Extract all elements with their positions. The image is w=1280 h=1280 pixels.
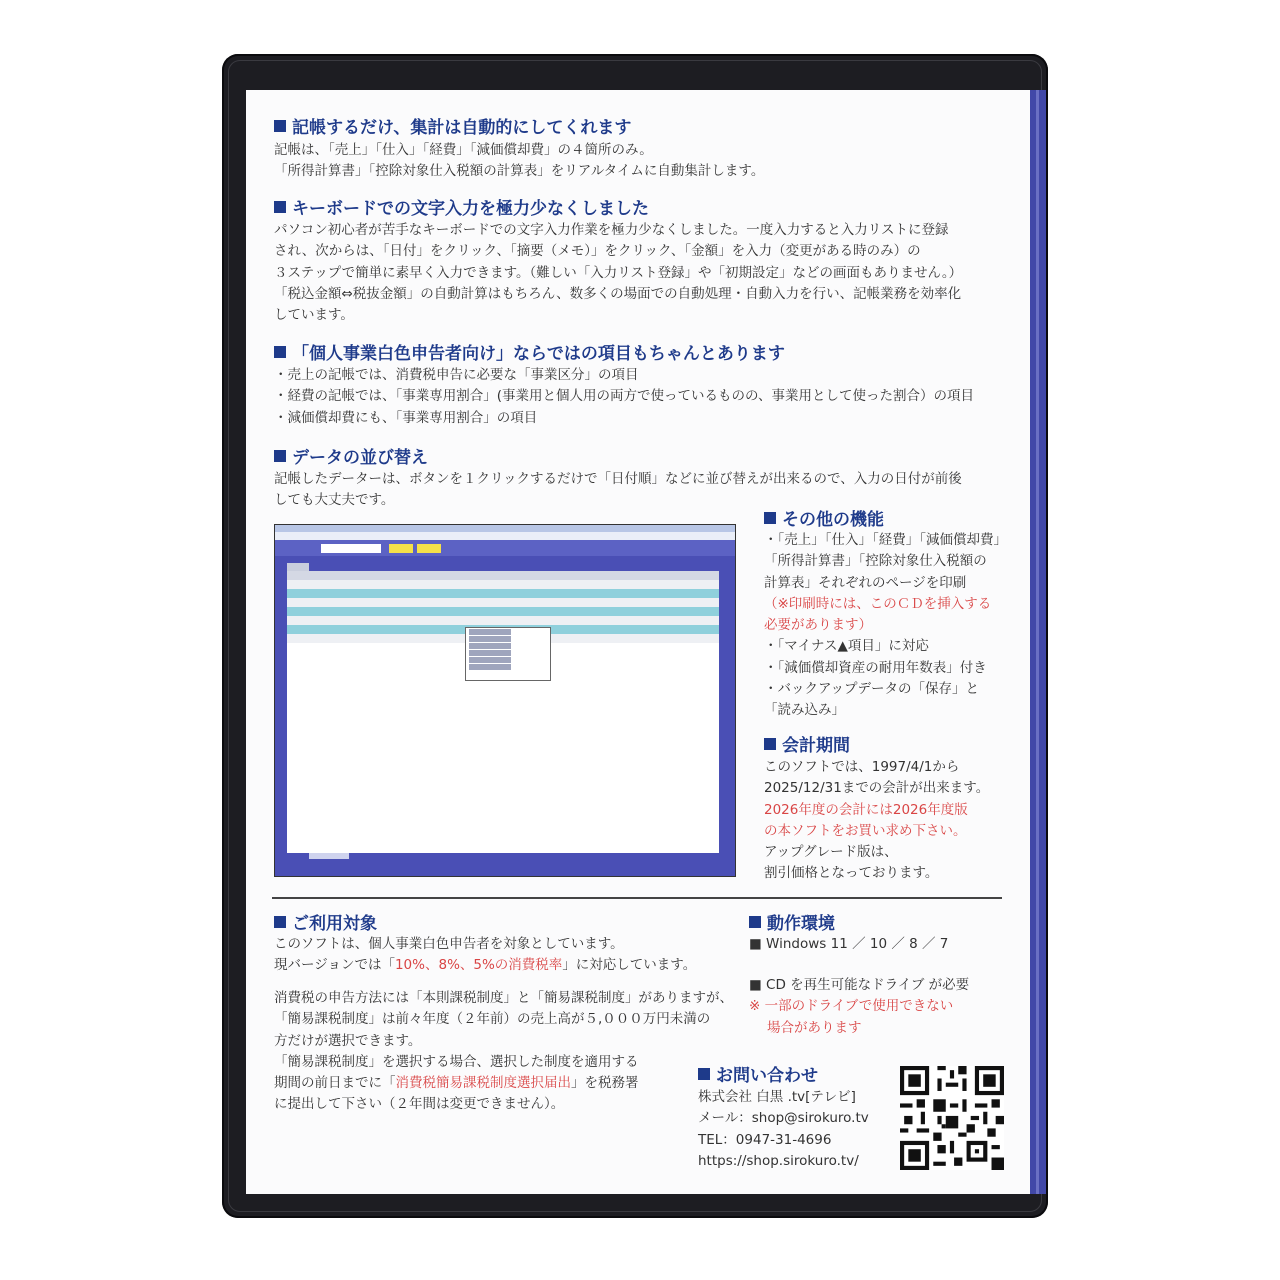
section-heading: 会計期間: [764, 731, 850, 756]
square-bullet-icon: [764, 738, 776, 750]
square-bullet-icon: [274, 450, 286, 462]
qr-code-icon: [900, 1066, 1004, 1170]
section-heading: 動作環境: [749, 909, 835, 934]
screenshot-input: [321, 544, 381, 553]
tax-method-text: 消費税の申告方法には「本則課税制度」と「簡易課税制度」がありますが、 「簡易課税制度」は前々年度（２年前）の売上高が５,０００万円未満の 方だけが選択できます。 「簡易課税制度」を選択する場合、選択した制度を適用する 期間の前日までに「消費税簡易課税制度選択届出」を税務署 に提出して下さい（２年間は変更できません）。: [274, 990, 733, 1113]
other-features-text: ・「売上」「仕入」「経費」「減価償却費」 「所得計算書」「控除対象仕入税額の 計算表」それぞれのページを印刷 （※印刷時には、このＣＤを挿入する 必要があります） ・「マイナス▲項目」に対応 ・「減価償却資産の耐用年数表」付き ・バックアップデータの「保存」と 「読み込み」: [764, 532, 1007, 719]
square-bullet-icon: [274, 120, 286, 132]
section-heading: データの並び替え: [274, 443, 428, 468]
square-bullet-icon: [274, 916, 286, 928]
screenshot-dropdown: [465, 627, 551, 681]
square-bullet-icon: [274, 201, 286, 213]
square-bullet-icon: [749, 916, 761, 928]
case-spine: [1030, 90, 1046, 1194]
section-heading: 「個人事業白色申告者向け」ならではの項目もちゃんとあります: [274, 339, 785, 364]
section-heading: 記帳するだけ、集計は自動的にしてくれます: [274, 113, 631, 138]
section-heading: お問い合わせ: [698, 1061, 818, 1086]
section-text: パソコン初心者が苦手なキーボードでの文字入力作業を極力少なくしました。一度入力すると入力リストに登録 され、次からは、「日付」をクリック、「摘要（メモ）」をクリック、「金額」を入力（変更がある時のみ）の ３ステップで簡単に素早く入力できます。（難しい「入力リスト登録」や「初期設定」などの画面もありません。） 「税込金額⇔税抜金額」の自動計算はもちろん、数多くの場面での自動処理・自動入力を行い、記帳業務を効率化 しています。: [274, 222, 963, 324]
target-text: このソフトは、個人事業白色申告者を対象としています。 現バージョンでは「10%、8%、5%の消費税率」に対応しています。: [274, 936, 697, 974]
section-heading: キーボードでの文字入力を極力少なくしました: [274, 194, 649, 219]
divider: [272, 897, 1002, 899]
section-text: 記帳したデーターは、ボタンを１クリックするだけで「日付順」などに並び替えが出来るので、入力の日付が前後 しても大丈夫です。: [274, 471, 962, 509]
section-text: ・売上の記帳では、消費税申告に必要な「事業区分」の項目 ・経費の記帳では、「事業専用割合」(事業用と個人用の両方で使っているものの、事業用として使った割合）の項目 ・減価償却費にも、「事業専用割合」の項目: [274, 367, 974, 426]
screenshot-titlebar: [275, 525, 735, 532]
screenshot-button: [417, 544, 441, 553]
screenshot-button: [389, 544, 413, 553]
contact-text: 株式会社 白黒 .tv[テレビ] メール：shop@sirokuro.tv TEL：0947-31-4696 https://shop.sirokuro.tv/: [698, 1089, 869, 1169]
square-bullet-icon: [764, 512, 776, 524]
env-os: ■ Windows 11 ／ 10 ／ 8 ／ 7: [749, 936, 949, 952]
software-screenshot: [274, 524, 736, 877]
square-bullet-icon: [274, 346, 286, 358]
section-text: 記帳は、「売上」「仕入」「経費」「減価償却費」の４箇所のみ。 「所得計算書」「控除対象仕入税額の計算表」をリアルタイムに自動集計します。: [274, 142, 765, 180]
section-heading: ご利用対象: [274, 909, 377, 934]
screenshot-menubar: [275, 532, 735, 540]
period-text: このソフトでは、1997/4/1から 2025/12/31までの会計が出来ます。 2026年度の会計には2026年度版 の本ソフトをお買い求め下さい。 アップグレード版は、 割引価格となっております。: [764, 759, 990, 882]
section-heading: その他の機能: [764, 505, 884, 530]
screenshot-grid: [287, 571, 719, 853]
square-bullet-icon: [698, 1068, 710, 1080]
screenshot-bottom-tab: [309, 853, 349, 859]
env-drive: ■ CD を再生可能なドライブ が必要 ※ 一部のドライブで使用できない 場合があります: [749, 977, 970, 1036]
